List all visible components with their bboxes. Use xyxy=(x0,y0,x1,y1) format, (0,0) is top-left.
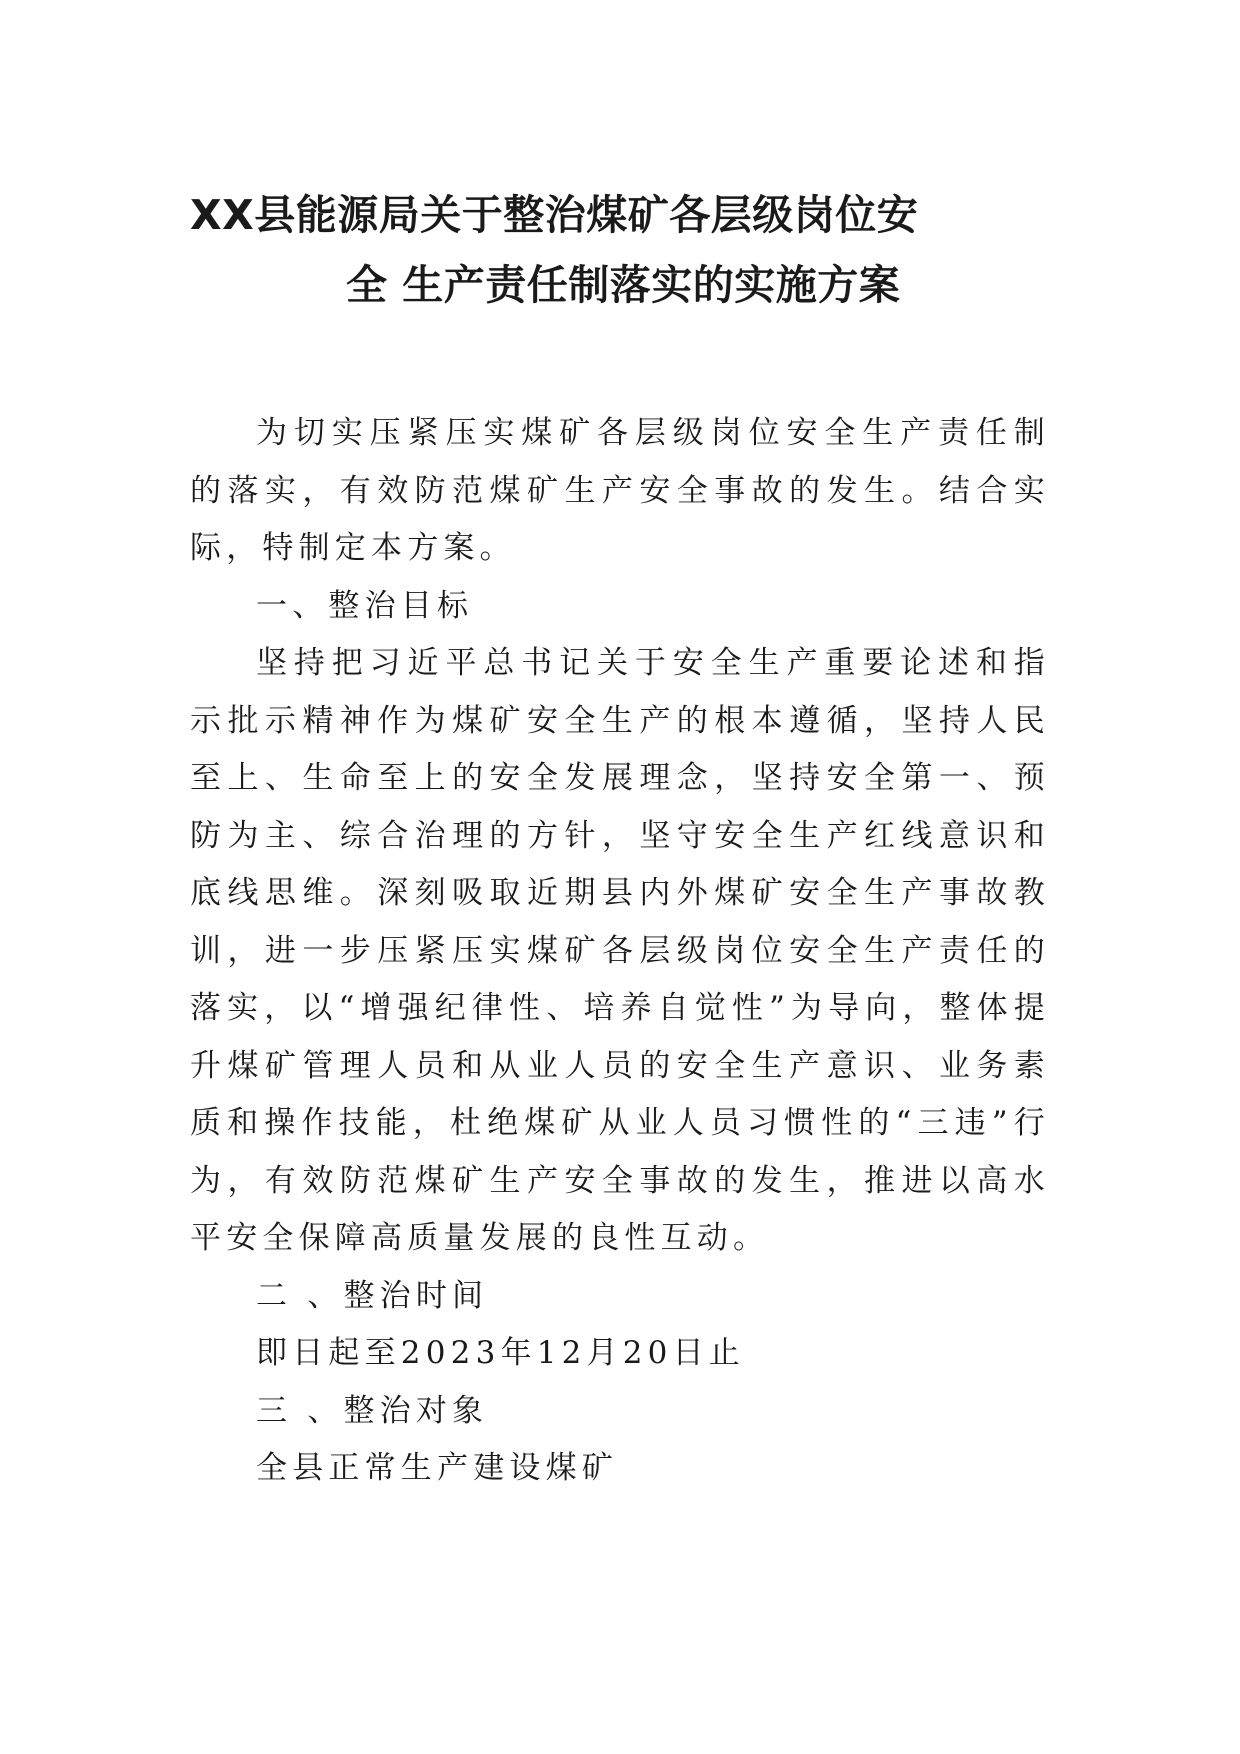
document-body xyxy=(190,405,1050,1498)
section-body-goal: 坚持把习近平总书记关于安全生产重要论述和指示批示精神作为煤矿安全生产的根本遵循，坚持人民至上、生命至上的安全发展理念，坚持安全第一、预防为主、综合治理的方针，坚守安全生产红线意识和底线思维。深刻吸取近期县内外煤矿安全生产事故教训，进一步压紧压实煤矿各层级岗位安全生产责任的落实，以“增强纪律性、培养自觉性”为导向，整体提升煤矿管理人员和从业人员的安全生产意识、业务素质和操作技能，杜绝煤矿从业人员习惯性的“三违”行为，有效防范煤矿生产安全事故的发生，推进以高水平安全保障高质量发展的良性互动。 xyxy=(190,645,1050,1256)
section-heading-goal: 一、整治目标 xyxy=(256,587,474,624)
title-line-2: 全 生产责任制落实的实施方案 xyxy=(346,261,901,309)
intro-paragraph: 为切实压紧压实煤矿各层级岗位安全生产责任制的落实，有效防范煤矿生产安全事故的发生。结合实际，特制定本方案。 xyxy=(190,415,1050,566)
document-title xyxy=(190,180,1070,320)
section-body-time: 即日起至2023年12月20日止 xyxy=(256,1335,745,1371)
title-line-1: XX县能源局关于整治煤矿各层级岗位安 xyxy=(190,191,919,239)
section-heading-time: 二 、整治时间 xyxy=(256,1277,489,1314)
section-heading-target: 三 、整治对象 xyxy=(256,1392,489,1429)
section-body-target: 全县正常生产建设煤矿 xyxy=(256,1450,618,1486)
